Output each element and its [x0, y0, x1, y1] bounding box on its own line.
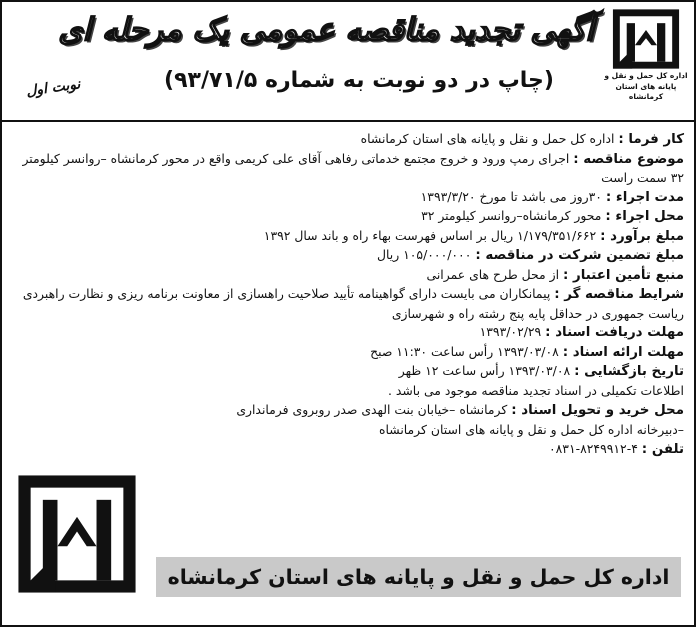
row-duration [14, 188, 684, 208]
row-conditions [14, 285, 684, 323]
receive-deadline-value: ۱۳۹۳/۰۲/۲۹ [479, 324, 542, 339]
organization-logo-large [16, 472, 138, 600]
road-transport-logo-icon [611, 8, 681, 70]
phone-label: تلفن : [641, 442, 684, 457]
location-value: محور کرمانشاه–روانسر کیلومتر ۳۲ [421, 208, 602, 223]
secretariat-value: –دبیرخانه اداره کل حمل و نقل و پایانه های استان کرمانشاه [379, 421, 684, 437]
conditions-label: شرایط مناقصه گر : [554, 287, 684, 302]
estimate-value: ۱/۱۷۹/۳۵۱/۶۶۲ ریال بر اساس فهرست بهاء راه و باند سال ۱۳۹۲ [263, 227, 597, 243]
row-location [14, 207, 684, 227]
ad-subtitle: (چاپ در دو نوبت به شماره ۹۳/۷۱/۵) [164, 68, 554, 93]
employer-label: کار فرما : [618, 132, 684, 147]
estimate-label: مبلغ برآورد : [600, 228, 684, 244]
duration-label: مدت اجراء : [605, 189, 684, 205]
opening-date-value: ۱۳۹۳/۰۳/۰۸ رأس ساعت ۱۲ ظهر [398, 363, 571, 378]
funding-label: منبع تأمین اعتبار : [563, 267, 684, 283]
employer-value: اداره کل حمل و نقل و پایانه های استان کرمانشاه [360, 131, 615, 146]
subject-value: اجرای رمپ ورود و خروج مجتمع خدماتی رفاهی آقای علی کریمی واقع در محور کرمانشاه –روانسر کیلومتر ۳۲ سمت راست [22, 150, 684, 185]
road-transport-logo-large-icon [16, 472, 138, 596]
first-print-note: نوبت اول [25, 76, 82, 100]
footer-text: اداره کل حمل و نقل و پایانه های استان کرمانشاه [167, 565, 670, 589]
opening-date-label: تاریخ بازگشایی : [574, 364, 684, 379]
row-secretariat [14, 421, 684, 441]
row-funding [14, 266, 684, 286]
row-guarantee [14, 246, 684, 266]
phone-value: ۴-۸۲۴۹۹۱۲-۰۸۳۱ [549, 441, 638, 456]
extra-info-value: اطلاعات تکمیلی در اسناد تجدید مناقصه موجود می باشد . [388, 382, 684, 398]
duration-value: ۳۰روز می باشد تا مورخ ۱۳۹۳/۳/۲۰ [420, 188, 602, 204]
ad-body [2, 120, 694, 627]
subject-label: موضوع مناقصه : [573, 151, 684, 167]
location-label: محل اجراء : [605, 209, 684, 224]
row-extra-info [14, 382, 684, 402]
row-phone [14, 440, 684, 460]
footer-banner [156, 557, 681, 597]
row-subject [14, 150, 684, 188]
row-receive-deadline [14, 323, 684, 343]
row-purchase-place [14, 401, 684, 421]
funding-value: از محل طرح های عمرانی [426, 266, 560, 282]
row-employer [14, 130, 684, 150]
organization-logo [604, 8, 688, 102]
purchase-place-label: محل خرید و تحویل اسناد : [511, 403, 684, 418]
guarantee-label: مبلغ تضمین شرکت در مناقصه : [475, 248, 684, 263]
detail-list [14, 130, 684, 460]
row-opening-date [14, 362, 684, 382]
receive-deadline-label: مهلت دریافت اسناد : [545, 325, 684, 340]
row-estimate [14, 227, 684, 247]
conditions-value: پیمانکاران می بایست دارای گواهینامه تأیید صلاحیت راهسازی از معاونت برنامه ریزی و نظارت راهبردی ریاست جمهوری در حداقل پایه پنج رشته راه و شهرسازی [22, 286, 684, 321]
ad-header [2, 2, 694, 122]
logo-caption-line-2: پایانه های استان کرمانشاه [615, 82, 677, 101]
submit-deadline-label: مهلت ارائه اسناد : [562, 344, 684, 360]
guarantee-value: ۱۰۵/۰۰۰/۰۰۰ ریال [376, 247, 472, 262]
logo-caption-line-1: اداره کل حمل و نقل و [604, 71, 688, 80]
purchase-place-value: کرمانشاه –خیابان بنت الهدی صدر روبروی فرمانداری [236, 402, 508, 417]
ad-title: آگهی تجدید مناقصه عمومی یک مرحله ای [58, 12, 594, 48]
row-submit-deadline [14, 343, 684, 363]
submit-deadline-value: ۱۳۹۳/۰۳/۰۸ رأس ساعت ۱۱:۳۰ صبح [370, 343, 559, 359]
